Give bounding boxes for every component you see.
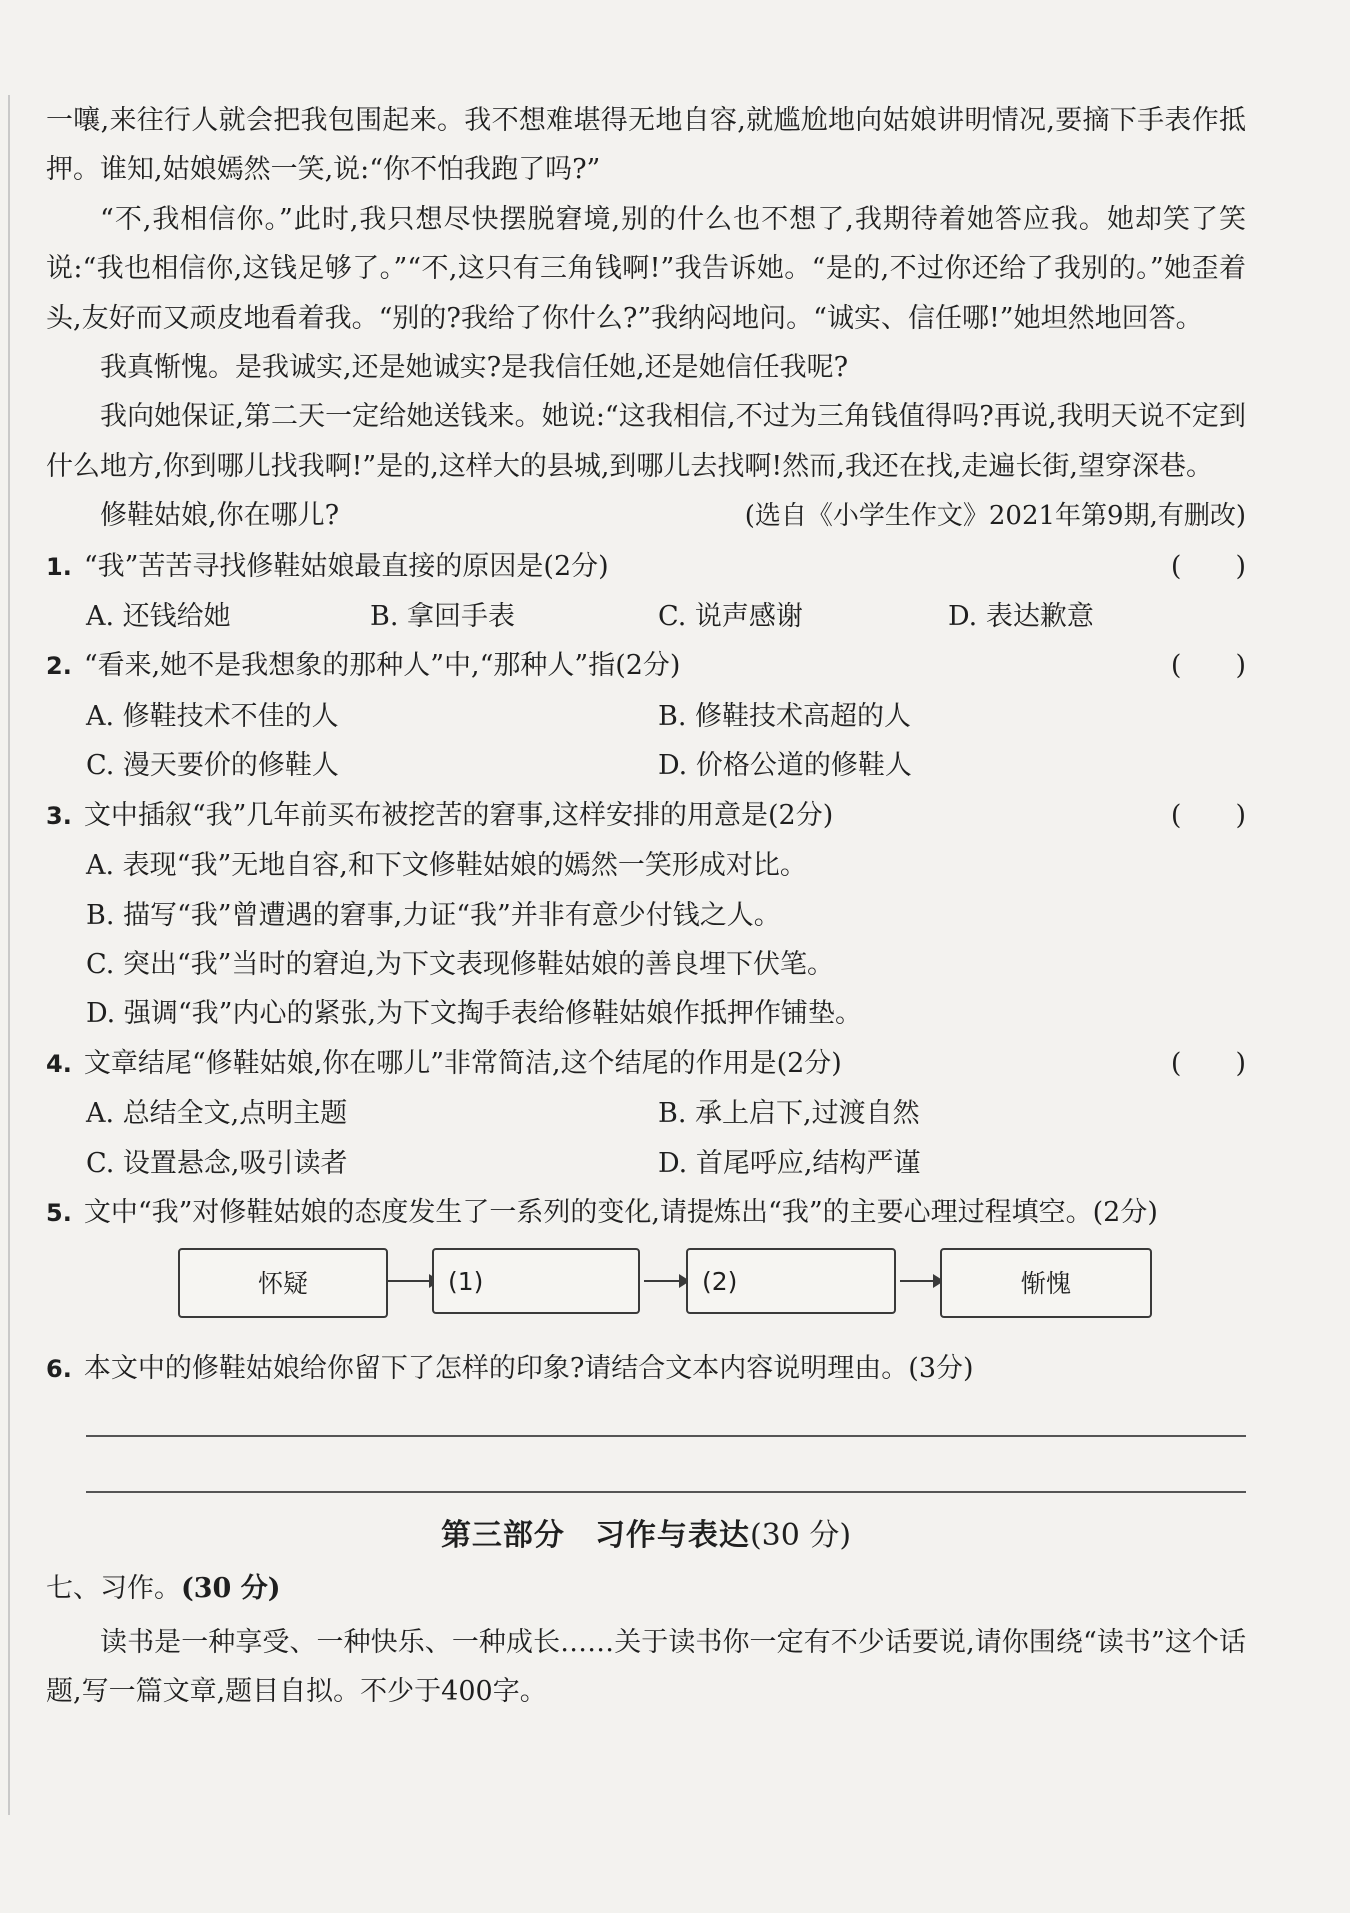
option-a[interactable]: A. 修鞋技术不佳的人 xyxy=(86,700,339,732)
question-text: “我”苦苦寻找修鞋姑娘最直接的原因是(2分) xyxy=(83,550,609,582)
task-label: 七、习作。 xyxy=(46,1573,181,1605)
question-number: 1. xyxy=(46,552,72,581)
task-score: (30 分) xyxy=(181,1573,281,1605)
flow-step-blank-2[interactable] xyxy=(686,1248,896,1314)
question-text: 文中“我”对修鞋姑娘的态度发生了一系列的变化,请提炼出“我”的主要心理过程填空。(2分) xyxy=(83,1196,1158,1228)
flow-step-shame xyxy=(940,1248,1152,1318)
content xyxy=(46,96,1246,1716)
options-4 xyxy=(46,1089,1246,1188)
section-heading xyxy=(46,1511,1246,1560)
question-1 xyxy=(46,542,1246,592)
question-4 xyxy=(46,1039,1246,1089)
section-title: 第三部分 xyxy=(440,1517,565,1553)
question-3 xyxy=(46,791,1246,841)
answer-blank[interactable]: ( ) xyxy=(1170,1047,1246,1079)
options-1 xyxy=(46,592,1246,641)
flow-step-blank-1[interactable] xyxy=(432,1248,640,1314)
question-5 xyxy=(46,1188,1246,1238)
question-number: 4. xyxy=(46,1049,72,1078)
flow-label: 惭愧 xyxy=(1020,1268,1071,1298)
answer-blank[interactable]: ( ) xyxy=(1170,799,1246,831)
paragraph: 我真惭愧。是我诚实,还是她诚实?是我信任她,还是她信任我呢? xyxy=(100,352,849,384)
answer-line[interactable] xyxy=(86,1491,1246,1493)
psychology-flowchart xyxy=(46,1242,1246,1334)
answer-blank[interactable]: ( ) xyxy=(1170,650,1246,682)
option-a[interactable]: A. 总结全文,点明主题 xyxy=(86,1098,348,1130)
flow-arrow xyxy=(900,1280,942,1282)
question-text: 本文中的修鞋姑娘给你留下了怎样的印象?请结合文本内容说明理由。(3分) xyxy=(83,1353,974,1385)
task-prompt: 读书是一种享受、一种快乐、一种成长……关于读书你一定有不少话要说,请你围绕“读书”这个话题,写一篇文章,题目自拟。不少于400字。 xyxy=(46,1626,1246,1707)
paragraph: 一嚷,来往行人就会把我包围起来。我不想难堪得无地自容,就尴尬地向姑娘讲明情况,要摘下手表作抵押。谁知,姑娘嫣然一笑,说:“你不怕我跑了吗?” xyxy=(46,105,1246,186)
source-citation: (选自《小学生作文》2021年第9期,有删改) xyxy=(744,501,1246,532)
option-a[interactable]: A. 表现“我”无地自容,和下文修鞋姑娘的嫣然一笑形成对比。 xyxy=(86,850,807,882)
section-score: (30 分) xyxy=(749,1517,852,1553)
options-2 xyxy=(46,692,1246,791)
paragraph: “不,我相信你。”此时,我只想尽快摆脱窘境,别的什么也不想了,我期待着她答应我。她却笑了笑说:“我也相信你,这钱足够了。”“不,这只有三角钱啊!”我告诉她。“是的,不过你还给了我别的。”她歪着头,友好而又顽皮地看着我。“别的?我给了你什么?”我纳闷地问。“诚实、信任哪!”她坦然地回答。 xyxy=(46,203,1246,334)
flow-arrow xyxy=(644,1280,688,1282)
margin-line xyxy=(8,95,10,1815)
option-c[interactable]: C. 设置悬念,吸引读者 xyxy=(86,1147,348,1179)
option-b[interactable]: B. 修鞋技术高超的人 xyxy=(658,700,912,732)
option-d[interactable]: D. 价格公道的修鞋人 xyxy=(658,750,912,782)
question-number: 6. xyxy=(46,1355,72,1384)
flow-arrow xyxy=(388,1280,438,1282)
option-c[interactable]: C. 说声感谢 xyxy=(658,601,803,633)
question-text: “看来,她不是我想象的那种人”中,“那种人”指(2分) xyxy=(83,650,681,682)
flow-step-doubt xyxy=(178,1248,388,1318)
option-b[interactable]: B. 描写“我”曾遭遇的窘事,力证“我”并非有意少付钱之人。 xyxy=(86,899,781,931)
paragraph: 我向她保证,第二天一定给她送钱来。她说:“这我相信,不过为三角钱值得吗?再说,我明天说不定到什么地方,你到哪儿找我啊!”是的,这样大的县城,到哪儿去找啊!然而,我还在找,走遍长街,望穿深巷。 xyxy=(46,401,1246,482)
closing-row xyxy=(46,491,1246,541)
flow-label: (2) xyxy=(702,1266,738,1296)
question-text: 文中插叙“我”几年前买布被挖苦的窘事,这样安排的用意是(2分) xyxy=(83,799,834,831)
option-d[interactable]: D. 表达歉意 xyxy=(948,601,1094,633)
option-c[interactable]: C. 漫天要价的修鞋人 xyxy=(86,750,339,782)
option-b[interactable]: B. 承上启下,过渡自然 xyxy=(658,1098,920,1130)
question-number: 5. xyxy=(46,1198,72,1227)
question-2 xyxy=(46,641,1246,691)
question-number: 2. xyxy=(46,652,72,681)
answer-blank[interactable]: ( ) xyxy=(1170,550,1246,582)
closing-line: 修鞋姑娘,你在哪儿? xyxy=(100,500,340,532)
section-subtitle: 习作与表达 xyxy=(594,1517,750,1553)
flow-label: 怀疑 xyxy=(257,1268,308,1298)
option-d[interactable]: D. 首尾呼应,结构严谨 xyxy=(658,1147,921,1179)
question-number: 3. xyxy=(46,801,72,830)
option-d[interactable]: D. 强调“我”内心的紧张,为下文掏手表给修鞋姑娘作抵押作铺垫。 xyxy=(86,998,863,1030)
flow-label: (1) xyxy=(448,1266,484,1296)
question-text: 文章结尾“修鞋姑娘,你在哪儿”非常简洁,这个结尾的作用是(2分) xyxy=(83,1047,842,1079)
option-b[interactable]: B. 拿回手表 xyxy=(370,601,516,633)
question-6 xyxy=(46,1344,1246,1394)
writing-task-heading xyxy=(46,1564,1246,1613)
option-a[interactable]: A. 还钱给她 xyxy=(86,601,231,633)
option-c[interactable]: C. 突出“我”当时的窘迫,为下文表现修鞋姑娘的善良埋下伏笔。 xyxy=(86,948,835,980)
